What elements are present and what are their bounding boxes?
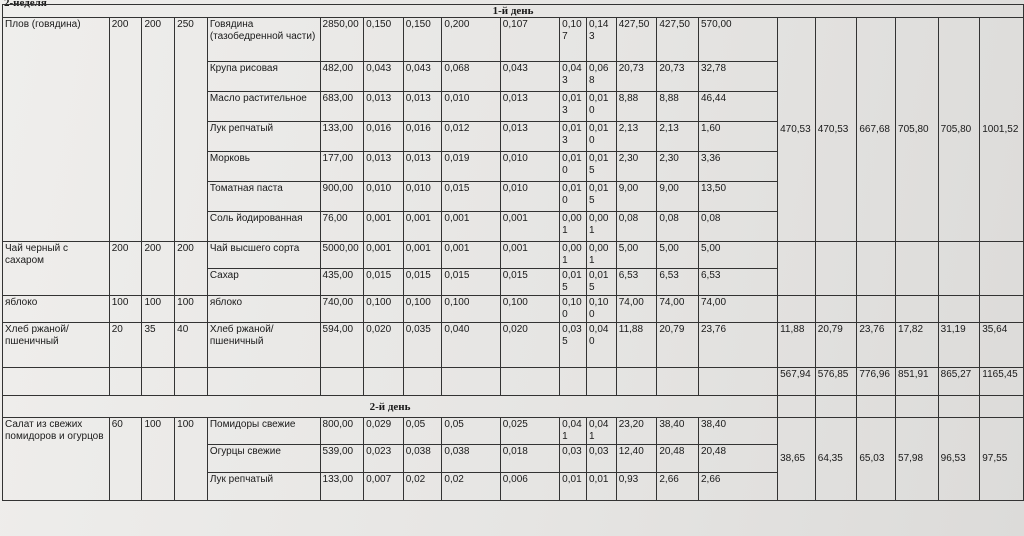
value-cell: 435,00: [320, 269, 364, 296]
output-cell: 200: [175, 242, 208, 296]
total-cell: 23,76: [857, 323, 896, 368]
day-1-header-row: [3, 5, 1024, 18]
empty-cell: [364, 368, 404, 396]
dish-name: яблоко: [3, 296, 110, 323]
value-cell: 740,00: [320, 296, 364, 323]
ingredient-name: Хлеб ржаной/пшеничный: [207, 323, 320, 368]
value-cell: 0,001: [364, 212, 404, 242]
value-cell: 0,007: [364, 473, 404, 501]
value-cell: 13,50: [698, 182, 777, 212]
day-1-label: 1-й день: [3, 5, 1024, 18]
value-cell: 0,010: [586, 122, 616, 152]
empty-cell: [778, 396, 816, 418]
value-cell: 0,015: [364, 269, 404, 296]
table-row: [3, 242, 1024, 269]
value-cell: 2,13: [657, 122, 699, 152]
value-cell: 76,00: [320, 212, 364, 242]
ingredient-name: Морковь: [207, 152, 320, 182]
value-cell: 0,001: [586, 242, 616, 269]
menu-cost-table: [2, 4, 1024, 501]
value-cell: 6,53: [657, 269, 699, 296]
value-cell: 74,00: [657, 296, 699, 323]
value-cell: 0,02: [442, 473, 500, 501]
total-cell: 96,53: [938, 418, 980, 501]
value-cell: 0,038: [442, 445, 500, 473]
value-cell: 0,038: [403, 445, 442, 473]
value-cell: 2,66: [657, 473, 699, 501]
output-cell: 200: [142, 18, 175, 242]
value-cell: 0,043: [364, 62, 404, 92]
table-row: [3, 323, 1024, 368]
value-cell: 0,010: [500, 182, 559, 212]
value-cell: 3,36: [698, 152, 777, 182]
total-cell: 38,65: [778, 418, 816, 501]
dish-name: Плов (говядина): [3, 18, 110, 242]
value-cell: 0,013: [560, 122, 587, 152]
value-cell: 0,013: [364, 152, 404, 182]
value-cell: 0,107: [500, 18, 559, 62]
total-cell: [980, 296, 1024, 323]
value-cell: 427,50: [657, 18, 699, 62]
value-cell: 800,00: [320, 418, 364, 445]
empty-cell: [500, 368, 559, 396]
value-cell: 0,035: [403, 323, 442, 368]
value-cell: 0,068: [586, 62, 616, 92]
value-cell: 20,48: [657, 445, 699, 473]
value-cell: 20,73: [616, 62, 657, 92]
value-cell: 539,00: [320, 445, 364, 473]
value-cell: 0,015: [500, 269, 559, 296]
ingredient-name: Лук репчатый: [207, 122, 320, 152]
value-cell: 0,010: [403, 182, 442, 212]
dish-name: Чай черный с сахаром: [3, 242, 110, 296]
value-cell: 0,150: [364, 18, 404, 62]
value-cell: 8,88: [616, 92, 657, 122]
empty-cell: [616, 368, 657, 396]
day-total-cell: 776,96: [857, 368, 896, 396]
value-cell: 2,30: [616, 152, 657, 182]
day-total-cell: 1165,45: [980, 368, 1024, 396]
value-cell: 0,001: [442, 212, 500, 242]
value-cell: 0,001: [364, 242, 404, 269]
total-cell: 17,82: [896, 323, 939, 368]
ingredient-name: яблоко: [207, 296, 320, 323]
value-cell: 0,100: [500, 296, 559, 323]
value-cell: 9,00: [657, 182, 699, 212]
output-cell: 35: [142, 323, 175, 368]
total-cell: 705,80: [938, 18, 980, 242]
value-cell: 0,100: [403, 296, 442, 323]
value-cell: 0,001: [403, 242, 442, 269]
value-cell: 38,40: [698, 418, 777, 445]
ingredient-name: Масло растительное: [207, 92, 320, 122]
value-cell: 0,001: [500, 242, 559, 269]
empty-cell: [657, 368, 699, 396]
empty-cell: [815, 396, 857, 418]
value-cell: 0,001: [560, 212, 587, 242]
value-cell: 133,00: [320, 473, 364, 501]
value-cell: 0,041: [560, 418, 587, 445]
value-cell: 0,200: [442, 18, 500, 62]
value-cell: 46,44: [698, 92, 777, 122]
value-cell: 0,08: [657, 212, 699, 242]
value-cell: 0,05: [403, 418, 442, 445]
value-cell: 0,01: [560, 473, 587, 501]
value-cell: 482,00: [320, 62, 364, 92]
value-cell: 0,010: [586, 92, 616, 122]
dish-name: Хлеб ржаной/пшеничный: [3, 323, 110, 368]
total-cell: 64,35: [815, 418, 857, 501]
value-cell: 0,015: [586, 182, 616, 212]
value-cell: 0,040: [586, 323, 616, 368]
value-cell: 0,02: [403, 473, 442, 501]
value-cell: 0,001: [586, 212, 616, 242]
total-cell: 705,80: [896, 18, 939, 242]
value-cell: 0,015: [586, 152, 616, 182]
value-cell: 0,041: [586, 418, 616, 445]
value-cell: 0,013: [500, 122, 559, 152]
empty-cell: [857, 396, 896, 418]
value-cell: 0,016: [364, 122, 404, 152]
value-cell: 0,100: [586, 296, 616, 323]
output-cell: 200: [109, 18, 142, 242]
empty-cell: [938, 396, 980, 418]
value-cell: 683,00: [320, 92, 364, 122]
value-cell: 0,001: [442, 242, 500, 269]
value-cell: 6,53: [698, 269, 777, 296]
empty-cell: [442, 368, 500, 396]
value-cell: 0,010: [560, 152, 587, 182]
output-cell: 60: [109, 418, 142, 501]
value-cell: 0,001: [560, 242, 587, 269]
value-cell: 0,01: [586, 473, 616, 501]
ingredient-name: Крупа рисовая: [207, 62, 320, 92]
value-cell: 570,00: [698, 18, 777, 62]
value-cell: 9,00: [616, 182, 657, 212]
value-cell: 0,010: [560, 182, 587, 212]
value-cell: 0,05: [442, 418, 500, 445]
ingredient-name: Чай высшего сорта: [207, 242, 320, 269]
empty-cell: [175, 368, 208, 396]
empty-cell: [698, 368, 777, 396]
total-cell: [896, 242, 939, 296]
empty-cell: [980, 396, 1024, 418]
value-cell: 2,66: [698, 473, 777, 501]
value-cell: 2850,00: [320, 18, 364, 62]
empty-cell: [142, 368, 175, 396]
value-cell: 0,010: [442, 92, 500, 122]
total-cell: 11,88: [778, 323, 816, 368]
value-cell: 11,88: [616, 323, 657, 368]
empty-cell: [207, 368, 320, 396]
day-total-cell: 567,94: [778, 368, 816, 396]
value-cell: 20,48: [698, 445, 777, 473]
value-cell: 133,00: [320, 122, 364, 152]
value-cell: 5,00: [698, 242, 777, 269]
total-cell: 65,03: [857, 418, 896, 501]
total-cell: [815, 296, 857, 323]
output-cell: 100: [142, 418, 175, 501]
total-cell: 470,53: [815, 18, 857, 242]
output-cell: 100: [175, 296, 208, 323]
total-cell: [815, 242, 857, 296]
value-cell: 0,035: [560, 323, 587, 368]
value-cell: 0,03: [586, 445, 616, 473]
total-cell: [857, 296, 896, 323]
value-cell: 32,78: [698, 62, 777, 92]
value-cell: 0,013: [403, 92, 442, 122]
total-cell: [778, 242, 816, 296]
total-cell: 470,53: [778, 18, 816, 242]
value-cell: 900,00: [320, 182, 364, 212]
empty-cell: [403, 368, 442, 396]
ingredient-name: Помидоры свежие: [207, 418, 320, 445]
value-cell: 20,79: [657, 323, 699, 368]
ingredient-name: Лук репчатый: [207, 473, 320, 501]
empty-cell: [586, 368, 616, 396]
total-cell: 1001,52: [980, 18, 1024, 242]
output-cell: 100: [175, 418, 208, 501]
value-cell: 0,023: [364, 445, 404, 473]
value-cell: 0,013: [500, 92, 559, 122]
empty-cell: [560, 368, 587, 396]
value-cell: 0,015: [442, 269, 500, 296]
value-cell: 23,76: [698, 323, 777, 368]
output-cell: 100: [109, 296, 142, 323]
table-row: [3, 418, 1024, 445]
value-cell: 0,08: [698, 212, 777, 242]
empty-cell: [320, 368, 364, 396]
value-cell: 0,029: [364, 418, 404, 445]
output-cell: 250: [175, 18, 208, 242]
value-cell: 594,00: [320, 323, 364, 368]
total-cell: [938, 296, 980, 323]
value-cell: 0,015: [403, 269, 442, 296]
value-cell: 0,020: [500, 323, 559, 368]
day-total-cell: 851,91: [896, 368, 939, 396]
value-cell: 2,30: [657, 152, 699, 182]
day-2-label: 2-й день: [3, 396, 778, 418]
total-cell: [938, 242, 980, 296]
output-cell: 20: [109, 323, 142, 368]
empty-cell: [896, 396, 939, 418]
day-total-cell: 865,27: [938, 368, 980, 396]
value-cell: 0,03: [560, 445, 587, 473]
value-cell: 427,50: [616, 18, 657, 62]
ingredient-name: Говядина (тазобедренной части): [207, 18, 320, 62]
value-cell: 0,08: [616, 212, 657, 242]
value-cell: 0,015: [560, 269, 587, 296]
value-cell: 12,40: [616, 445, 657, 473]
ingredient-name: Сахар: [207, 269, 320, 296]
output-cell: 40: [175, 323, 208, 368]
ingredient-name: Томатная паста: [207, 182, 320, 212]
value-cell: 0,107: [560, 18, 587, 62]
value-cell: 0,006: [500, 473, 559, 501]
value-cell: 6,53: [616, 269, 657, 296]
value-cell: 5000,00: [320, 242, 364, 269]
total-cell: 31,19: [938, 323, 980, 368]
value-cell: 0,010: [500, 152, 559, 182]
total-cell: [896, 296, 939, 323]
dish-name: Салат из свежих помидоров и огурцов: [3, 418, 110, 501]
output-cell: 100: [142, 296, 175, 323]
value-cell: 20,73: [657, 62, 699, 92]
total-cell: 667,68: [857, 18, 896, 242]
value-cell: 0,100: [364, 296, 404, 323]
value-cell: 0,100: [442, 296, 500, 323]
value-cell: 0,001: [403, 212, 442, 242]
value-cell: 74,00: [616, 296, 657, 323]
table-row: [3, 18, 1024, 62]
output-cell: 200: [109, 242, 142, 296]
value-cell: 0,015: [442, 182, 500, 212]
output-cell: 200: [142, 242, 175, 296]
value-cell: 0,143: [586, 18, 616, 62]
value-cell: 0,010: [364, 182, 404, 212]
value-cell: 0,016: [403, 122, 442, 152]
value-cell: 5,00: [657, 242, 699, 269]
day-2-header-row: [3, 396, 1024, 418]
value-cell: 0,015: [586, 269, 616, 296]
value-cell: 2,13: [616, 122, 657, 152]
total-cell: 35,64: [980, 323, 1024, 368]
day-total-row: [3, 368, 1024, 396]
value-cell: 0,013: [560, 92, 587, 122]
value-cell: 0,025: [500, 418, 559, 445]
total-cell: [857, 242, 896, 296]
empty-cell: [3, 368, 110, 396]
value-cell: 0,043: [403, 62, 442, 92]
value-cell: 0,018: [500, 445, 559, 473]
value-cell: 0,013: [364, 92, 404, 122]
total-cell: 20,79: [815, 323, 857, 368]
total-cell: [778, 296, 816, 323]
value-cell: 0,043: [560, 62, 587, 92]
total-cell: [980, 242, 1024, 296]
value-cell: 0,100: [560, 296, 587, 323]
table-row: [3, 296, 1024, 323]
week-label: 2-неделя: [4, 0, 47, 9]
value-cell: 74,00: [698, 296, 777, 323]
ingredient-name: Соль йодированная: [207, 212, 320, 242]
value-cell: 177,00: [320, 152, 364, 182]
total-cell: 57,98: [896, 418, 939, 501]
ingredient-name: Огурцы свежие: [207, 445, 320, 473]
value-cell: 0,012: [442, 122, 500, 152]
value-cell: 0,068: [442, 62, 500, 92]
value-cell: 0,020: [364, 323, 404, 368]
value-cell: 0,019: [442, 152, 500, 182]
value-cell: 0,040: [442, 323, 500, 368]
empty-cell: [109, 368, 142, 396]
value-cell: 38,40: [657, 418, 699, 445]
value-cell: 8,88: [657, 92, 699, 122]
value-cell: 5,00: [616, 242, 657, 269]
value-cell: 0,043: [500, 62, 559, 92]
total-cell: 97,55: [980, 418, 1024, 501]
value-cell: 23,20: [616, 418, 657, 445]
value-cell: 0,150: [403, 18, 442, 62]
value-cell: 0,013: [403, 152, 442, 182]
value-cell: 0,001: [500, 212, 559, 242]
value-cell: 1,60: [698, 122, 777, 152]
day-total-cell: 576,85: [815, 368, 857, 396]
value-cell: 0,93: [616, 473, 657, 501]
